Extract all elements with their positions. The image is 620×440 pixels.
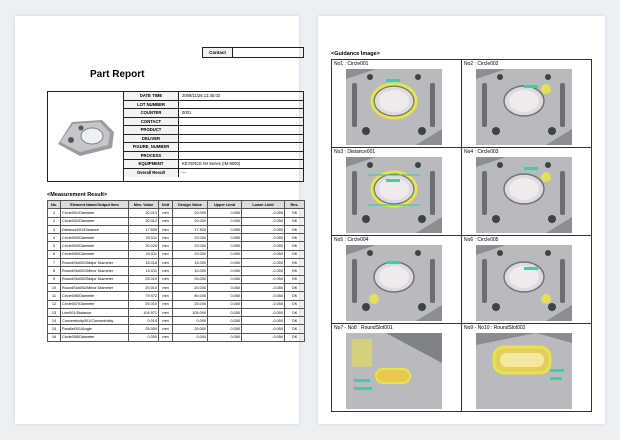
info-value: 2008/11/26 13:45:02 [182,93,221,98]
table-row [48,308,305,316]
table-cell: mm [159,217,173,225]
table-cell: mm [159,209,173,217]
guidance-grid [331,59,592,412]
guidance-caption: No1 : Circle001 [334,61,369,67]
table-row [48,209,305,217]
table-cell: -0.050 [242,308,285,316]
measurement-table [47,200,305,342]
table-cell: -0.050 [242,259,285,267]
table-cell: 105.000 [173,308,208,316]
table-cell: mm [159,225,173,233]
table-cell: OK [285,234,305,242]
info-table [47,91,304,182]
table-cell: -0.050 [242,242,285,250]
table-cell: 0.000 [129,333,159,341]
info-value [179,126,182,134]
table-cell: 15.000 [173,259,208,267]
info-row [124,126,303,135]
guidance-image [346,157,442,233]
info-value [179,152,182,160]
table-cell: mm [159,325,173,333]
table-cell: -0.050 [242,317,285,325]
table-cell: 0.050 [208,333,242,341]
table-cell: RoundSlot002/Major Diameter [61,275,129,283]
table-cell: -0.050 [242,267,285,275]
table-row [48,283,305,291]
table-cell: 0.050 [208,317,242,325]
column-header: No. [48,201,61,209]
guidance-page [318,16,605,424]
table-row [48,267,305,275]
table-cell: 79.972 [129,292,159,300]
info-value: 0001 [182,110,192,115]
table-cell: 25.010 [129,300,159,308]
table-cell: 8 [48,267,61,275]
table-row [48,250,305,258]
table-row [48,317,305,325]
table-row [48,259,305,267]
guidance-image [346,333,442,409]
guidance-cell [462,324,592,412]
table-cell: OK [285,317,305,325]
column-header: Design Value [173,201,208,209]
table-cell: Circle001/Diameter [61,209,129,217]
guidance-image [476,333,572,409]
table-cell: 20.000 [173,242,208,250]
table-cell: OK [285,300,305,308]
table-cell: OK [285,308,305,316]
info-key: LOT NUMBER [124,101,179,109]
table-cell: 6 [48,250,61,258]
contact-label: Contact [203,48,233,57]
guidance-caption: No6 : Circle005 [464,237,499,243]
table-cell: 0.050 [208,325,242,333]
table-cell: 3 [48,225,61,233]
table-cell: 20.000 [173,250,208,258]
info-rows [124,92,303,177]
guidance-caption: No7 - No8 : RoundSlot001 [334,325,393,331]
info-row [124,118,303,127]
table-cell: -0.050 [242,292,285,300]
table-cell: OK [285,267,305,275]
part-photo [48,92,124,181]
table-cell: OK [285,225,305,233]
table-cell: -0.050 [242,333,285,341]
measurement-header-row [48,201,305,209]
guidance-cell [332,324,462,412]
table-cell: Line001/Distance [61,308,129,316]
table-cell: 80.000 [173,292,208,300]
info-key: CONTACT [124,118,179,126]
table-row [48,217,305,225]
table-cell: mm [159,234,173,242]
table-cell: -0.050 [242,275,285,283]
table-cell: mm [159,259,173,267]
info-row [124,169,303,178]
part-image-icon [54,114,118,160]
table-cell: Parallel001/Angle [61,325,129,333]
table-cell: 0.050 [208,242,242,250]
table-cell: OK [285,292,305,300]
table-cell: OK [285,275,305,283]
table-cell: -0.050 [242,300,285,308]
table-cell: mm [159,242,173,250]
table-cell: OK [285,259,305,267]
info-value [179,101,182,109]
table-cell: mm [159,308,173,316]
table-row [48,292,305,300]
table-cell: 20.012 [129,217,159,225]
table-cell: 0.050 [208,225,242,233]
table-cell: 20.000 [173,209,208,217]
table-cell: mm [159,267,173,275]
guidance-cell [462,148,592,236]
table-cell: RoundSlot001/Minor Diameter [61,267,129,275]
table-cell: 4 [48,234,61,242]
table-cell: OK [285,217,305,225]
info-key: PRODUCT [124,126,179,134]
info-key: FIGURE_NUMBER [124,143,179,151]
table-cell: 0.050 [208,217,242,225]
table-cell: 0.050 [208,234,242,242]
table-cell: Circle004/Diameter [61,242,129,250]
table-cell: 17.509 [129,225,159,233]
info-key: COUNTER [124,109,179,117]
table-cell: -0.050 [242,209,285,217]
table-cell: -0.050 [242,234,285,242]
guidance-image [476,69,572,145]
info-row [124,152,303,161]
table-cell: 0.014 [129,317,159,325]
column-header: Upper Limit [208,201,242,209]
table-cell: mm [159,300,173,308]
column-header: Res. [285,201,305,209]
table-cell: 20.010 [129,283,159,291]
column-header: Unit [159,201,173,209]
table-cell: mm [159,250,173,258]
column-header: Mes. Value [129,201,159,209]
guidance-caption: No2 : Circle002 [464,61,499,67]
table-cell: Circle007/Diameter [61,300,129,308]
info-key: Overall Result [124,169,179,178]
column-header: Element Name/Output Item [61,201,129,209]
table-cell: 5 [48,242,61,250]
guidance-cell [332,236,462,324]
table-cell: RoundSlot002/Minor Diameter [61,283,129,291]
table-cell: 20.000 [173,217,208,225]
table-cell: 0.050 [208,308,242,316]
table-cell: -0.050 [242,217,285,225]
guidance-caption: No4 : Circle003 [464,149,499,155]
table-cell: OK [285,242,305,250]
table-cell: -0.050 [242,250,285,258]
table-cell: 12 [48,300,61,308]
table-cell: 0.050 [208,300,242,308]
info-key: EQUIPMENT [124,160,179,168]
table-cell: 15.018 [129,259,159,267]
info-row [124,92,303,101]
table-cell: Concentricity001/Concentricity [61,317,129,325]
info-key: DATE TIME [124,92,179,100]
guidance-cell [462,60,592,148]
table-row [48,242,305,250]
table-cell: 0.050 [208,267,242,275]
table-cell: OK [285,333,305,341]
info-value: --- [182,169,187,175]
guidance-image [346,69,442,145]
guidance-caption: No9 - No10 : RoundSlot002 [464,325,526,331]
guidance-cell [332,60,462,148]
table-cell: 0.050 [208,292,242,300]
info-value [179,135,182,143]
table-cell: 20.020 [129,242,159,250]
table-row [48,333,305,341]
table-cell: 13 [48,308,61,316]
table-cell: 9 [48,275,61,283]
table-cell: 17.500 [173,225,208,233]
table-cell: 104.971 [129,308,159,316]
table-cell: 25.000 [173,275,208,283]
table-cell: 0.050 [208,209,242,217]
contact-box [202,47,304,58]
info-value: KEYENCE IM Series (IM-8000) [182,161,241,166]
info-row [124,101,303,110]
guidance-caption: No5 : Circle004 [334,237,369,243]
table-cell: RoundSlot001/Major Diameter [61,259,129,267]
guidance-title: <Guidance Image> [331,51,380,57]
table-cell: Circle005/Diameter [61,250,129,258]
table-cell: mm [159,333,173,341]
table-row [48,225,305,233]
table-cell: 25.000 [173,300,208,308]
measurement-result-title: <Measurement Result> [47,192,108,198]
table-cell: 0.000 [173,317,208,325]
table-cell: 20.013 [129,209,159,217]
table-cell: mm [159,275,173,283]
info-key: PROCESS [124,152,179,160]
info-value [179,118,182,126]
table-cell: 0.050 [208,250,242,258]
info-row [124,160,303,169]
table-row [48,234,305,242]
table-cell: 25.000 [173,325,208,333]
table-cell: 11 [48,292,61,300]
table-cell: 20.000 [173,234,208,242]
table-cell: 20.011 [129,234,159,242]
table-row [48,300,305,308]
table-cell: 25.009 [129,325,159,333]
table-cell: 0.050 [208,283,242,291]
table-cell: 10.000 [173,267,208,275]
info-row [124,143,303,152]
guidance-image [476,157,572,233]
report-title: Part Report [90,69,145,80]
guidance-cell [462,236,592,324]
table-cell: Circle003/Diameter [61,234,129,242]
table-cell: mm [159,283,173,291]
table-cell: -0.050 [242,283,285,291]
info-row [124,135,303,144]
info-row [124,109,303,118]
table-cell: 10 [48,283,61,291]
guidance-image [346,245,442,321]
table-cell: 7 [48,259,61,267]
table-cell: Circle006/Diameter [61,292,129,300]
table-cell: 0.050 [208,275,242,283]
table-cell: Circle008/Diameter [61,333,129,341]
table-row [48,325,305,333]
info-value [179,143,182,151]
info-key: DELIVER [124,135,179,143]
table-cell: OK [285,325,305,333]
table-cell: Distance001/Distance [61,225,129,233]
guidance-cell [332,148,462,236]
table-cell: 10.011 [129,267,159,275]
table-cell: 16 [48,333,61,341]
guidance-image [476,245,572,321]
table-cell: OK [285,250,305,258]
table-cell: mm [159,292,173,300]
table-cell: 2 [48,217,61,225]
table-cell: mm [159,317,173,325]
table-cell: 20.000 [173,283,208,291]
table-cell: OK [285,283,305,291]
measurement-body [48,209,305,342]
table-cell: OK [285,209,305,217]
table-cell: 20.011 [129,250,159,258]
guidance-caption: No3 : Distance001 [334,149,376,155]
table-cell: -0.050 [242,225,285,233]
table-cell: 15 [48,325,61,333]
table-row [48,275,305,283]
table-cell: 0.000 [173,333,208,341]
table-cell: 14 [48,317,61,325]
column-header: Lower Limit [242,201,285,209]
table-cell: 25.019 [129,275,159,283]
table-cell: -0.050 [242,325,285,333]
table-cell: 1 [48,209,61,217]
table-cell: 0.050 [208,259,242,267]
report-page [15,16,299,424]
table-cell: Circle002/Diameter [61,217,129,225]
